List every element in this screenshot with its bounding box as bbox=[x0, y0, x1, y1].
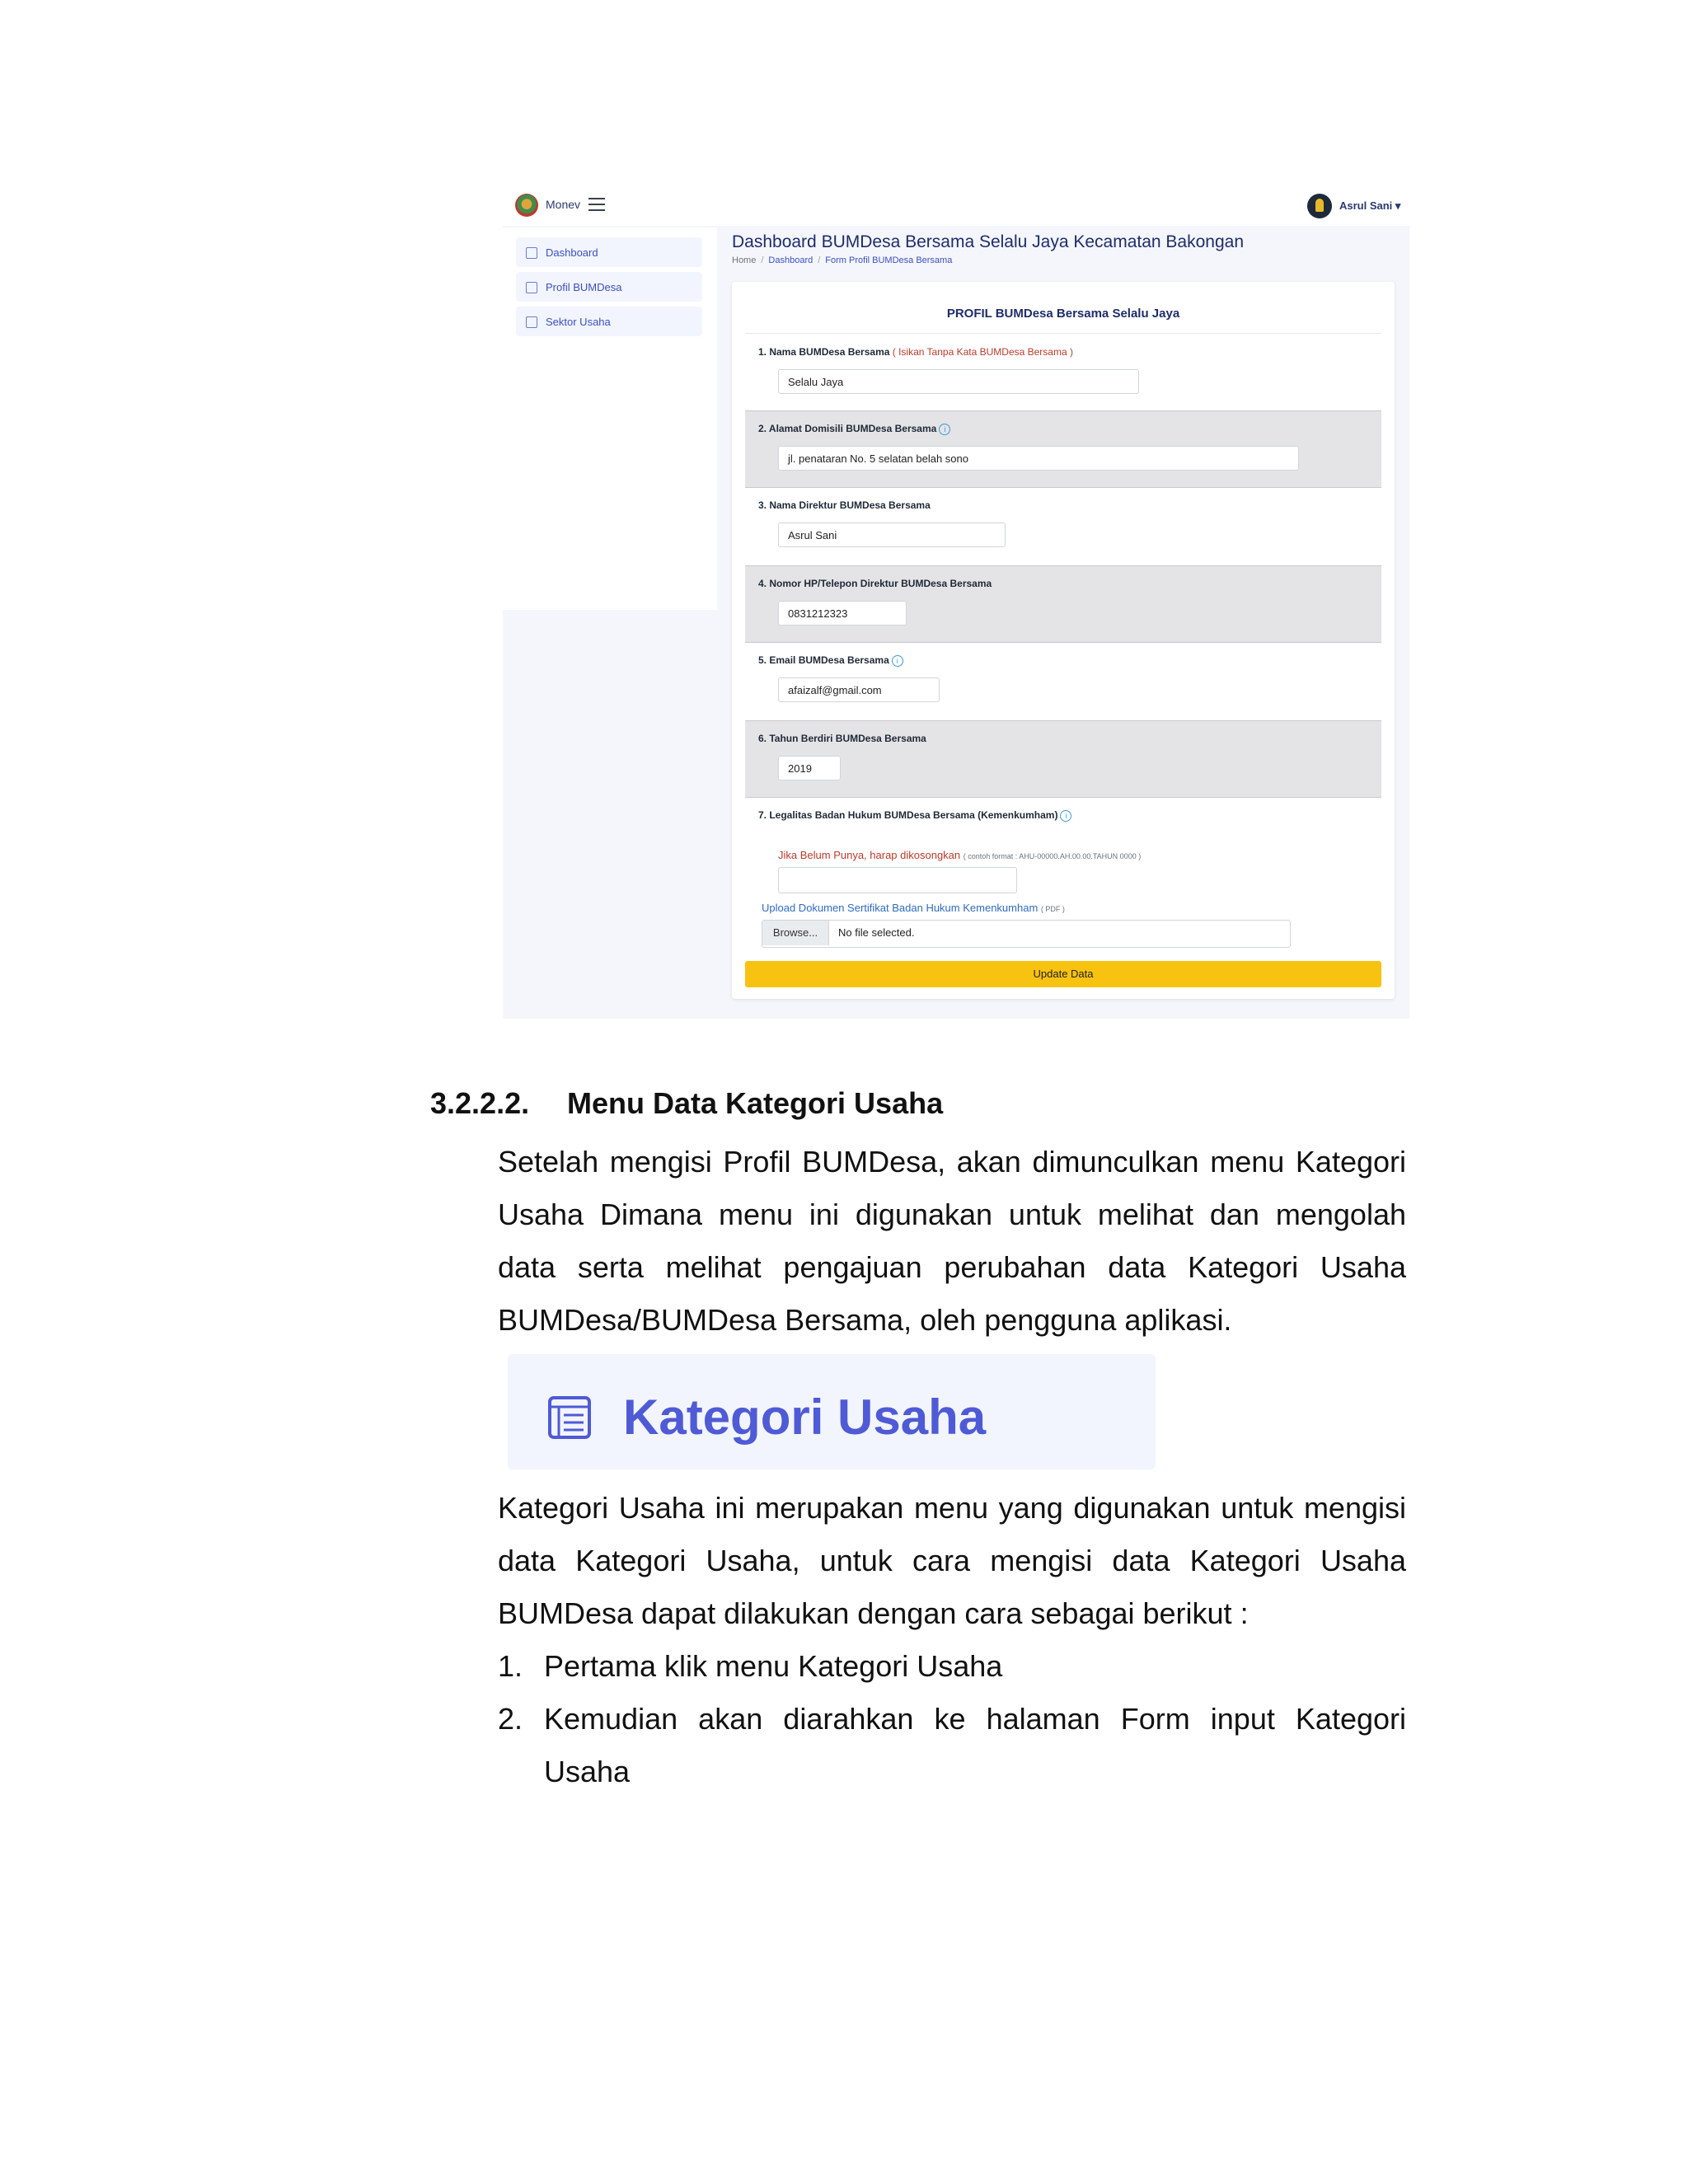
upload-label bbox=[762, 902, 1065, 914]
sidebar-item-sektor-usaha[interactable] bbox=[516, 307, 702, 336]
upload-label-text: Upload Dokumen Sertifikat Badan Hukum Kemenkumham bbox=[762, 902, 1039, 914]
sidebar-item-profil-bumdesa[interactable] bbox=[516, 272, 702, 302]
update-data-button[interactable]: Update Data bbox=[745, 961, 1381, 987]
direktur-input[interactable]: Asrul Sani bbox=[778, 523, 1006, 547]
info-icon[interactable]: i bbox=[939, 424, 950, 435]
legalitas-hint bbox=[778, 849, 1141, 861]
section-title: Menu Data Kategori Usaha bbox=[567, 1086, 944, 1120]
list-icon bbox=[547, 1395, 592, 1440]
avatar[interactable] bbox=[1307, 194, 1332, 218]
field-direktur bbox=[745, 488, 1381, 564]
app-screenshot bbox=[503, 186, 1409, 1019]
user-menu[interactable]: Asrul Sani ▾ bbox=[1339, 199, 1401, 212]
sidebar-item-dashboard[interactable] bbox=[516, 237, 702, 267]
grid-icon bbox=[526, 247, 537, 259]
menu-kategori-usaha-label: Kategori Usaha bbox=[623, 1390, 987, 1445]
field-label: 3. Nama Direktur BUMDesa Bersama bbox=[758, 499, 931, 511]
sidebar-item-label: Dashboard bbox=[546, 246, 598, 259]
info-icon[interactable]: i bbox=[892, 655, 903, 667]
field-legalitas bbox=[745, 798, 1381, 831]
list-item-text: Kemudian akan diarahkan ke halaman Form input Kategori Usaha bbox=[544, 1702, 1406, 1788]
field-nama bbox=[745, 335, 1381, 410]
field-alamat bbox=[745, 410, 1381, 488]
table-icon bbox=[526, 282, 537, 293]
section-number: 3.2.2.2. bbox=[430, 1086, 530, 1120]
app-logo bbox=[515, 194, 538, 217]
field-hint: ( Isikan Tanpa Kata BUMDesa Bersama ) bbox=[892, 346, 1073, 358]
telepon-input[interactable]: 0831212323 bbox=[778, 601, 907, 626]
topbar bbox=[503, 186, 1409, 226]
breadcrumb-home[interactable]: Home bbox=[732, 255, 757, 265]
list-item-text: Pertama klik menu Kategori Usaha bbox=[544, 1649, 1003, 1683]
info-icon[interactable]: i bbox=[1060, 810, 1071, 822]
menu-toggle-icon[interactable] bbox=[588, 198, 605, 211]
field-email bbox=[745, 643, 1381, 719]
file-status: No file selected. bbox=[838, 926, 915, 939]
list-item-number: 1. bbox=[498, 1649, 523, 1683]
brand-name: Monev bbox=[546, 198, 581, 211]
email-input[interactable]: afaizalf@gmail.com bbox=[778, 677, 940, 702]
legalitas-hint-text: Jika Belum Punya, harap dikosongkan bbox=[778, 849, 961, 861]
tahun-input[interactable]: 2019 bbox=[778, 756, 841, 780]
file-input[interactable] bbox=[762, 920, 1291, 948]
field-label: 4. Nomor HP/Telepon Direktur BUMDesa Bersama bbox=[758, 578, 992, 589]
list-item bbox=[498, 1693, 1406, 1798]
breadcrumb: Home / Dashboard / Form Profil BUMDesa Bersama bbox=[732, 255, 953, 265]
field-tahun bbox=[745, 720, 1381, 798]
field-telepon bbox=[745, 565, 1381, 643]
profile-form-card bbox=[732, 282, 1395, 999]
list-item-number: 2. bbox=[498, 1702, 523, 1736]
sidebar-item-label: Profil BUMDesa bbox=[546, 281, 622, 293]
field-label: 6. Tahun Berdiri BUMDesa Bersama bbox=[758, 733, 926, 744]
steps-list bbox=[498, 1640, 1406, 1798]
field-label: 7. Legalitas Badan Hukum BUMDesa Bersama (Kemenkumham) bbox=[758, 809, 1058, 821]
menu-kategori-usaha-example bbox=[508, 1354, 1156, 1469]
table-icon bbox=[526, 316, 537, 328]
alamat-input[interactable]: jl. penataran No. 5 selatan belah sono bbox=[778, 446, 1299, 471]
sidebar-item-label: Sektor Usaha bbox=[546, 316, 611, 328]
breadcrumb-current: Form Profil BUMDesa Bersama bbox=[825, 255, 953, 265]
section-heading bbox=[430, 1086, 943, 1121]
form-title: PROFIL BUMDesa Bersama Selalu Jaya bbox=[946, 307, 1180, 321]
legalitas-format: ( contoh format : AHU-00000.AH.00.00.TAHUN 0000 ) bbox=[963, 852, 1142, 860]
field-label: 5. Email BUMDesa Bersama bbox=[758, 654, 889, 666]
nama-input[interactable]: Selalu Jaya bbox=[778, 369, 1139, 394]
paragraph-kategori: Kategori Usaha ini merupakan menu yang digunakan untuk mengisi data Kategori Usaha, untuk cara mengisi data Kategori Usaha BUMDesa dapat dilakukan dengan cara sebagai berikut : bbox=[498, 1491, 1406, 1630]
paragraph-intro: Setelah mengisi Profil BUMDesa, akan dimunculkan menu Kategori Usaha Dimana menu ini digunakan untuk melihat dan mengolah data serta melihat pengajuan perubahan data Kategori Usaha BUMDesa/BUMDesa Bersama, oleh pengguna aplikasi. bbox=[498, 1145, 1406, 1337]
field-label: 1. Nama BUMDesa Bersama bbox=[758, 346, 890, 358]
legalitas-input[interactable] bbox=[778, 867, 1017, 893]
upload-type: ( PDF ) bbox=[1040, 905, 1065, 913]
page-title: Dashboard BUMDesa Bersama Selalu Jaya Kecamatan Bakongan bbox=[732, 232, 1245, 251]
field-label: 2. Alamat Domisili BUMDesa Bersama bbox=[758, 423, 937, 434]
browse-button[interactable]: Browse... bbox=[762, 921, 829, 945]
breadcrumb-dashboard[interactable]: Dashboard bbox=[768, 255, 814, 265]
sidebar bbox=[503, 227, 717, 610]
list-item bbox=[498, 1640, 1406, 1693]
